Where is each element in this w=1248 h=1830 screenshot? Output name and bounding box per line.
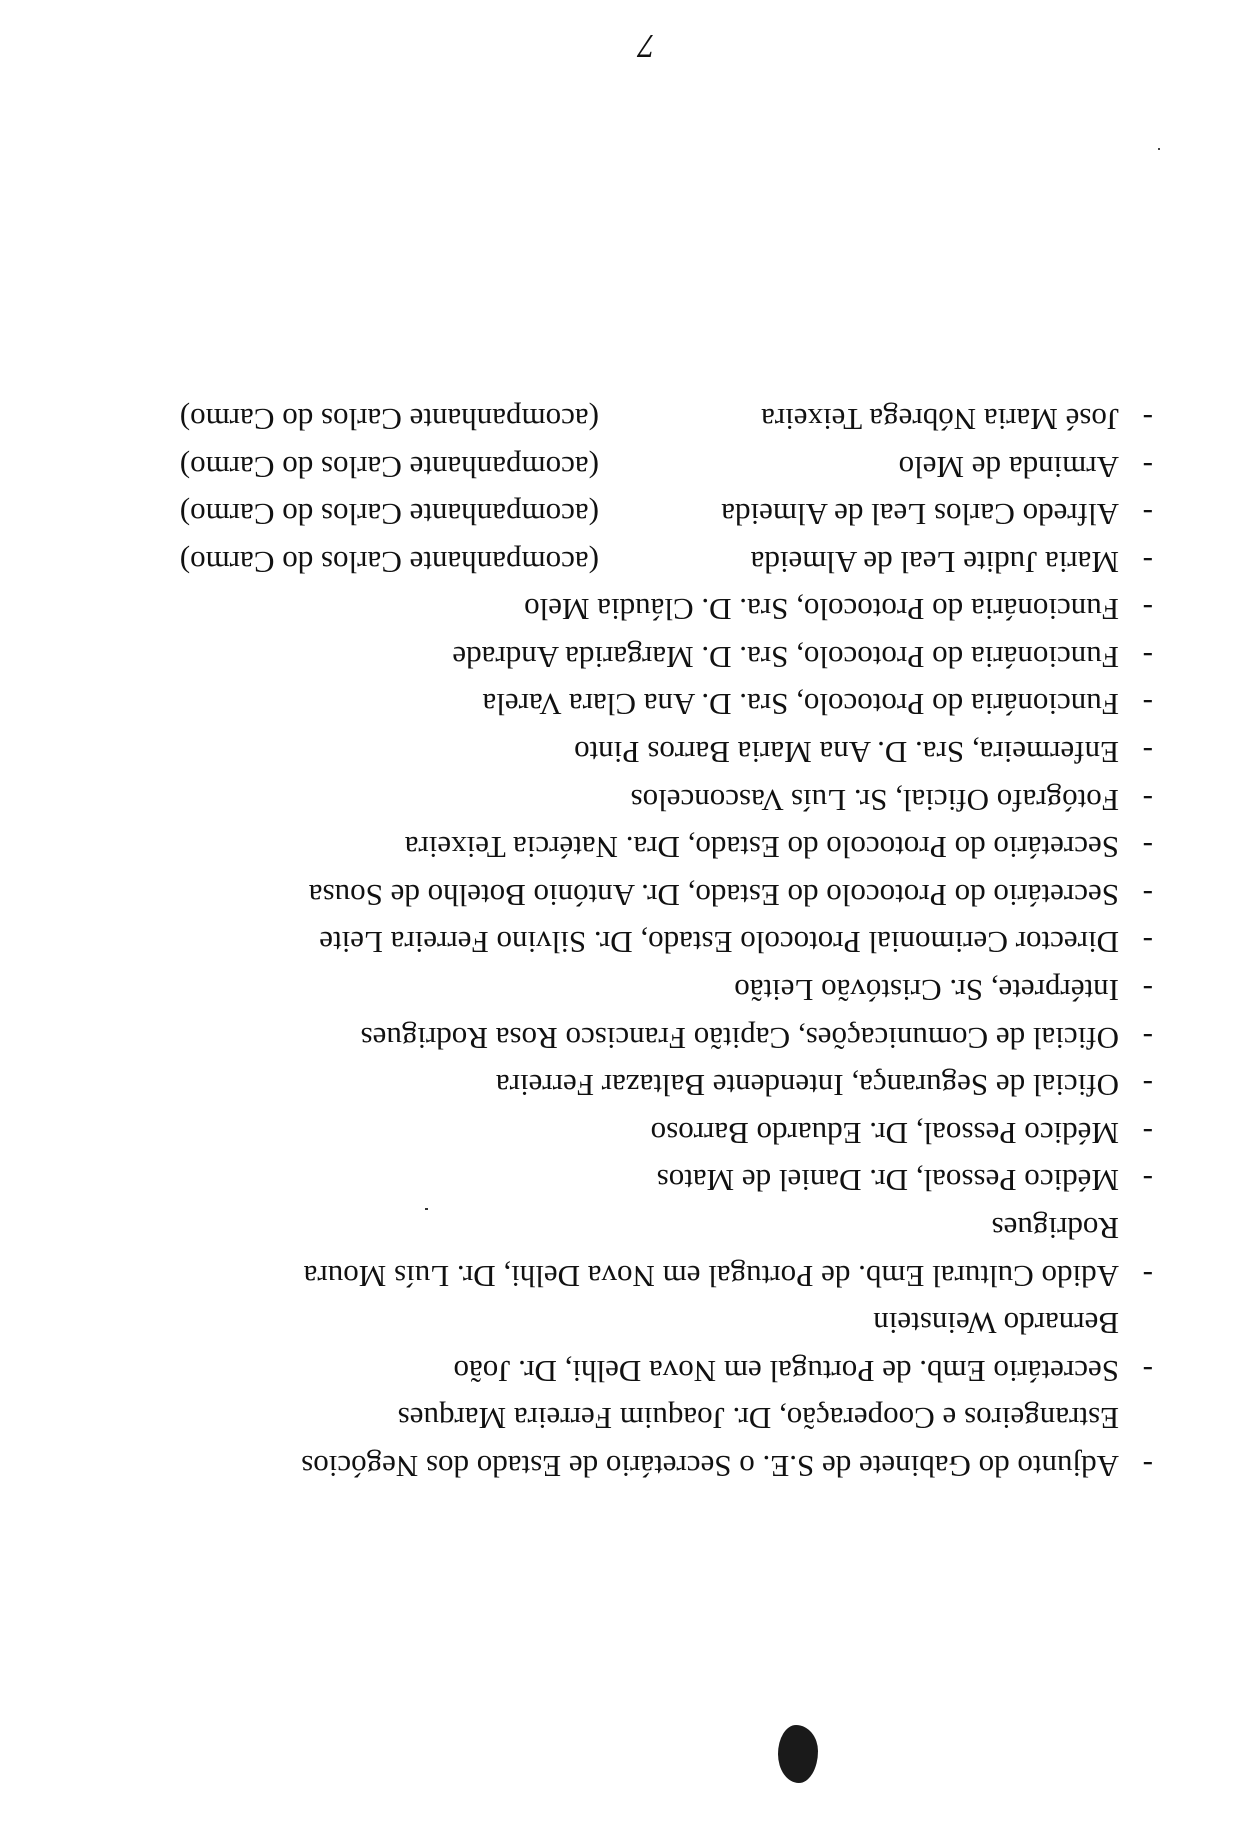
companion-item: [83, 491, 1153, 539]
companion-note: (acompanhante Carlos do Carmo): [179, 449, 599, 485]
companion-name: Maria Judite Leal de Almeida: [750, 544, 1119, 580]
list-dash: -: [1142, 687, 1153, 723]
list-dash: -: [1142, 782, 1153, 818]
list-item: [83, 1109, 1153, 1157]
list-dash: -: [1142, 401, 1153, 437]
companion-item: [83, 538, 1153, 586]
list-item-text: Médico Pessoal, Dr. Eduardo Barroso: [650, 1115, 1119, 1151]
list-dash: -: [1142, 1258, 1153, 1294]
list-item-text: [83, 1395, 1119, 1490]
list-item-text: Funcionária do Protocolo, Sra. D. Margarida Andrade: [452, 639, 1119, 675]
list-item: [83, 1062, 1153, 1110]
list-item-text: Oficial de Comunicações, Capitão Francisco Rosa Rodrigues: [360, 1020, 1119, 1056]
list-dash: -: [1142, 973, 1153, 1009]
list-item: [83, 1395, 1153, 1490]
list-item-text: Oficial de Segurança, Intendente Baltazar Ferreira: [495, 1068, 1119, 1104]
list-item: [83, 586, 1153, 634]
list-item: [83, 729, 1153, 777]
companion-item: [83, 395, 1153, 443]
list-dash: -: [1142, 735, 1153, 771]
list-item: [83, 919, 1153, 967]
list-item: [83, 1014, 1153, 1062]
companion-note: (acompanhante Carlos do Carmo): [179, 544, 599, 580]
companion-name: Arminda de Melo: [898, 449, 1119, 485]
companion-item: [83, 443, 1153, 491]
delegation-list: [83, 395, 1153, 1490]
list-item-text: Funcionária do Protocolo, Sra. D. Cláudia Melo: [524, 592, 1119, 628]
list-item-text: Director Cerimonial Protocolo Estado, Dr. Silvino Ferreira Leite: [319, 925, 1119, 961]
list-item-text: Intérprete, Sr. Cristóvão Leitão: [734, 973, 1119, 1009]
list-dash: -: [1142, 1449, 1153, 1484]
list-item: [83, 1204, 1153, 1299]
list-item-continuation: Rodrigues: [991, 1211, 1119, 1247]
list-dash: -: [1142, 925, 1153, 961]
list-item-continuation: Bernardo Weinstein: [873, 1306, 1119, 1342]
list-item: [83, 966, 1153, 1014]
list-dash: -: [1142, 449, 1153, 485]
list-dash: -: [1142, 1163, 1153, 1199]
list-item-text: Médico Pessoal, Dr. Daniel de Matos: [656, 1163, 1119, 1199]
ink-blot: [778, 1725, 818, 1783]
list-dash: -: [1142, 877, 1153, 913]
list-dash: -: [1142, 592, 1153, 628]
companion-name: Alfredo Carlos Leal de Almeida: [721, 497, 1119, 533]
list-item-continuation: Estrangeiros e Cooperação, Dr. Joaquim Ferreira Marques: [397, 1401, 1119, 1437]
list-item-text: Funcionária do Protocolo, Sra. D. Ana Clara Varela: [482, 687, 1119, 723]
list-dash: -: [1142, 1115, 1153, 1151]
list-dash: -: [1142, 1020, 1153, 1056]
list-dash: -: [1142, 1068, 1153, 1104]
list-item-text: Secretário do Protocolo do Estado, Dr. António Botelho de Sousa: [308, 877, 1119, 913]
list-item: [83, 681, 1153, 729]
list-dash: -: [1142, 497, 1153, 533]
list-item-text: Enfermeira, Sra. D. Ana Maria Barros Pinto: [574, 735, 1119, 771]
list-item-text: Fotógrafo Oficial, Sr. Luís Vasconcelos: [630, 782, 1119, 818]
ink-speck: [1158, 148, 1160, 150]
companion-note: (acompanhante Carlos do Carmo): [179, 401, 599, 437]
page-number: 7: [638, 27, 655, 64]
list-dash: -: [1142, 1353, 1153, 1389]
list-item-text: [83, 1300, 1119, 1395]
list-item-text: Secretário do Protocolo do Estado, Dra. Natércia Teixeira: [404, 830, 1119, 866]
list-item-line: Adjunto do Gabinete de S.E. o Secretário de Estado dos Negócios: [301, 1449, 1119, 1484]
list-item: [83, 1157, 1153, 1205]
list-dash: -: [1142, 639, 1153, 675]
list-item-line: Secretário Emb. de Portugal em Nova Delhi, Dr. João: [453, 1353, 1119, 1389]
list-item: [83, 871, 1153, 919]
list-item: [83, 824, 1153, 872]
companion-name: José Maria Nóbrega Teixeira: [761, 401, 1119, 437]
list-item: [83, 776, 1153, 824]
list-item: [83, 633, 1153, 681]
list-dash: -: [1142, 544, 1153, 580]
list-dash: -: [1142, 830, 1153, 866]
list-item-line: Adido Cultural Emb. de Portugal em Nova Delhi, Dr. Luís Moura: [303, 1258, 1119, 1294]
list-item-text: [83, 1204, 1119, 1299]
list-item: [83, 1300, 1153, 1395]
companion-note: (acompanhante Carlos do Carmo): [179, 497, 599, 533]
